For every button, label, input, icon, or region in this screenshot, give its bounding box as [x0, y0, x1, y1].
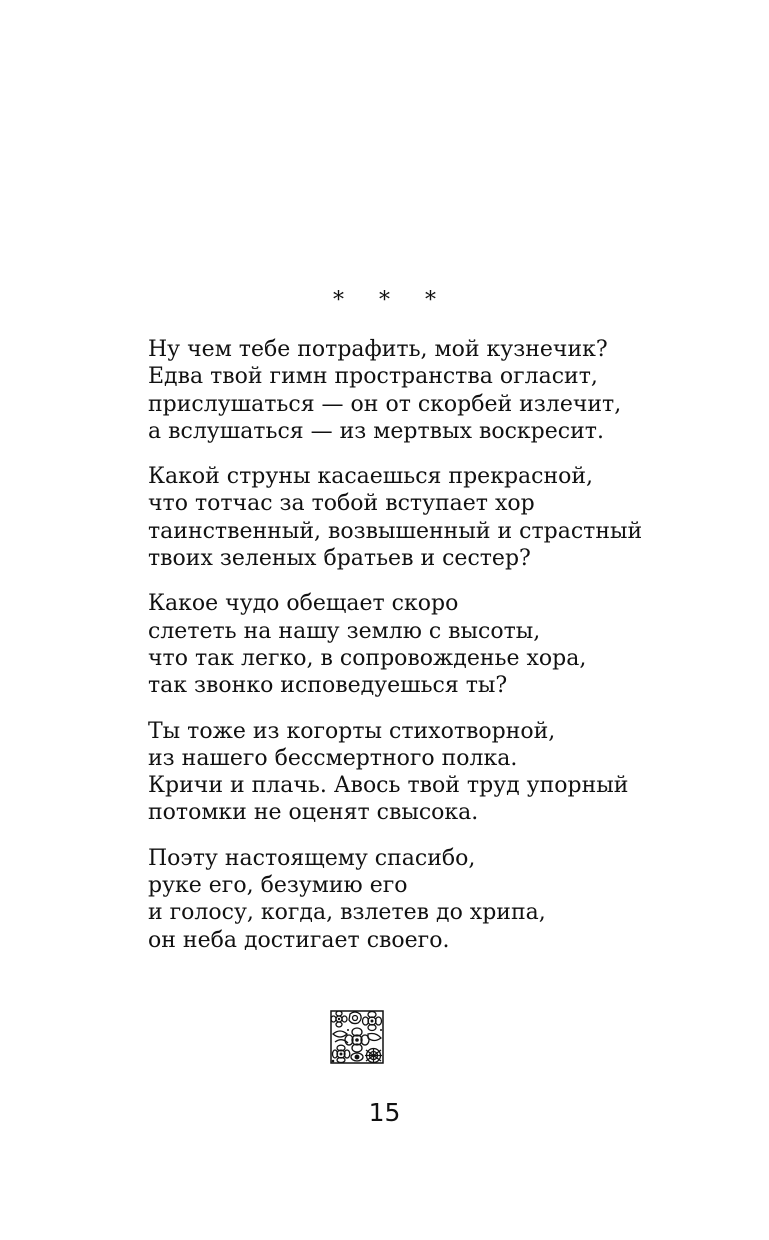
stanza-2: [148, 463, 748, 572]
poem-line: он неба достигает своего.: [148, 927, 450, 953]
poem-line: прислушаться — он от скорбей излечит,: [148, 391, 622, 417]
poem-line: что тотчас за тобой вступает хор: [148, 491, 535, 517]
poem-line: Ты тоже из когорты стихотворной,: [148, 718, 556, 744]
stanza-1: [148, 336, 748, 445]
poem-line: Едва твой гимн пространства огласит,: [148, 364, 598, 390]
poem-line: Поэту настоящему спасибо,: [148, 845, 476, 871]
poem-line: руке его, безумию его: [148, 873, 408, 899]
poem-line: из нашего бессмертного полка.: [148, 745, 518, 771]
stanza-5: [148, 845, 748, 954]
page-number: 15: [368, 1098, 401, 1127]
poem-line: таинственный, возвышенный и страстный: [148, 518, 643, 544]
poem-line: Какое чудо обещает скоро: [148, 591, 459, 617]
floral-ornament-icon: [330, 1010, 384, 1064]
section-separator: * * *: [333, 288, 450, 313]
stanza-3: [148, 590, 748, 699]
poem-line: так звонко исповедуешься ты?: [148, 673, 508, 699]
poem-line: что так легко, в сопровожденье хора,: [148, 645, 587, 671]
stanza-4: [148, 718, 748, 827]
poem-line: Кричи и плачь. Авось твой труд упорный: [148, 773, 629, 799]
poem-line: а вслушаться — из мертвых воскресит.: [148, 418, 604, 444]
poem-line: твоих зеленых братьев и сестер?: [148, 546, 531, 572]
poem-line: слететь на нашу землю с высоты,: [148, 618, 541, 644]
poem-line: и голосу, когда, взлетев до хрипа,: [148, 900, 546, 926]
poem-line: Какой струны касаешься прекрасной,: [148, 464, 594, 490]
poem-line: Ну чем тебе потрафить, мой кузнечик?: [148, 337, 608, 362]
poem-line: потомки не оценят свысока.: [148, 800, 479, 826]
poem: [148, 336, 748, 972]
